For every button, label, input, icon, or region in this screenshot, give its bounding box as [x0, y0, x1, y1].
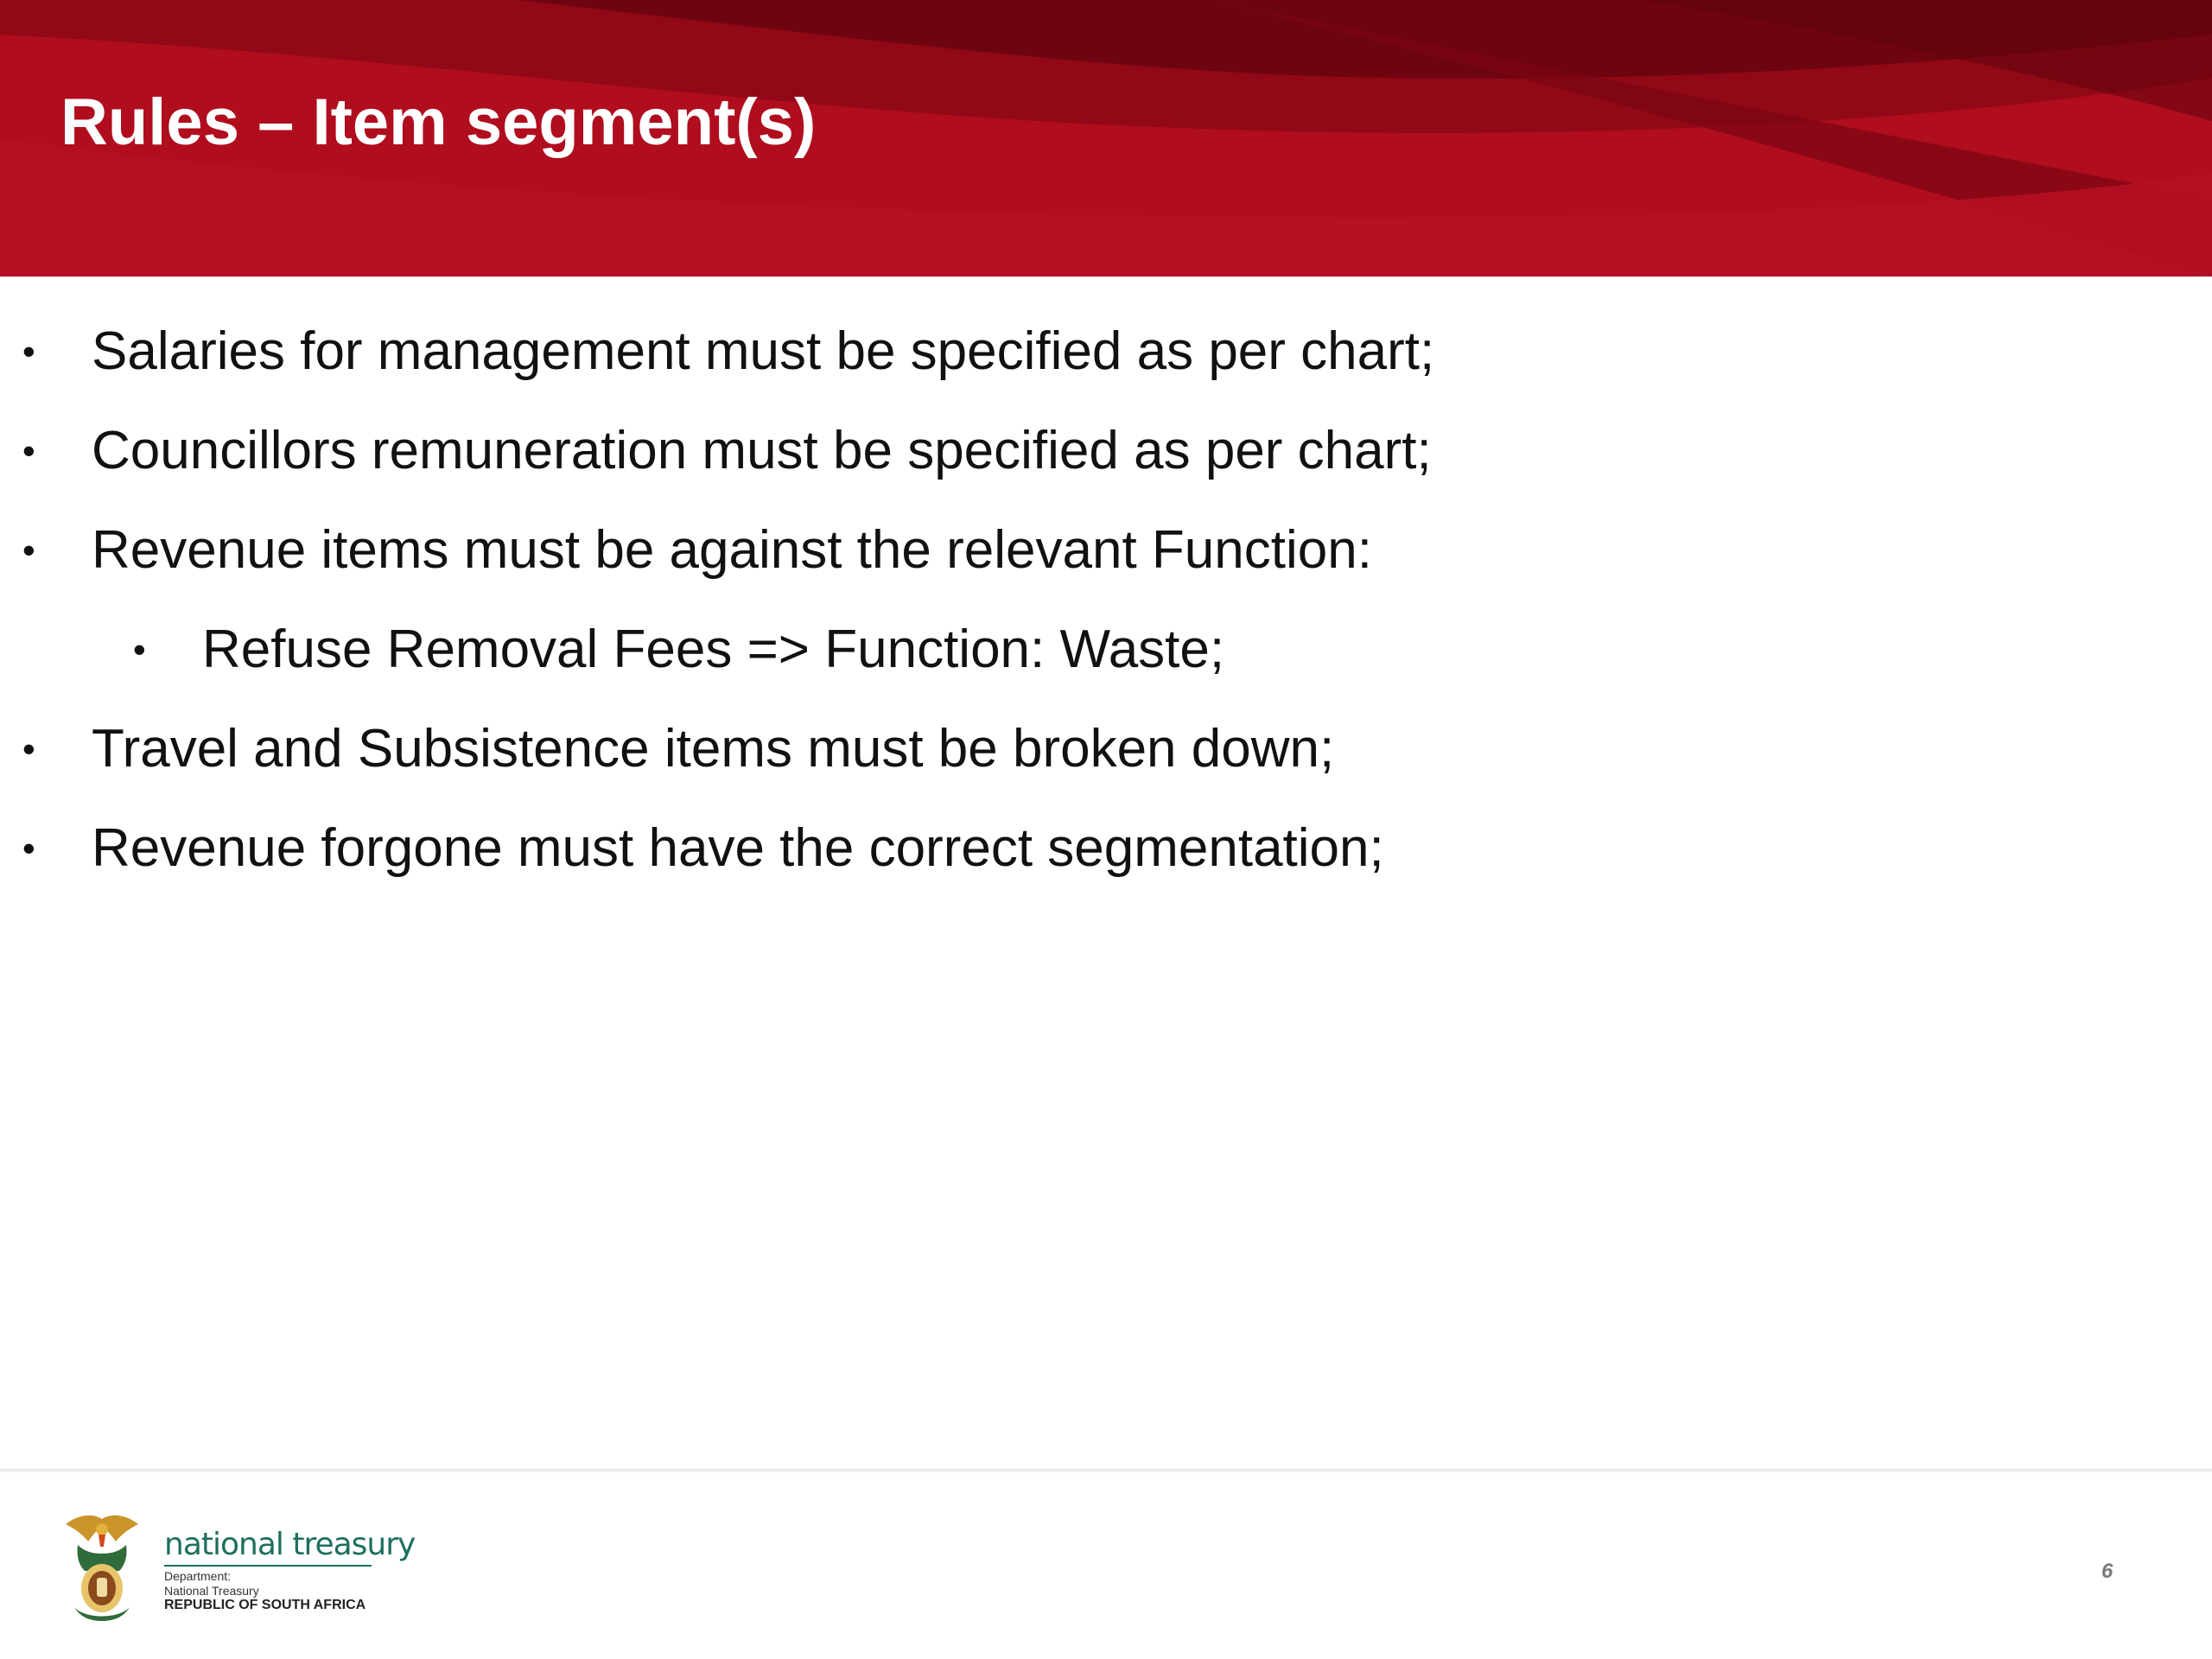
department-name: National Treasury	[164, 1584, 259, 1598]
bullet-text: Salaries for management must be specified as per chart;	[92, 321, 1435, 381]
list-item	[0, 710, 2074, 788]
bullet-dot: •	[22, 828, 35, 868]
list-item	[0, 810, 2074, 887]
page-number: 6	[2101, 1560, 2113, 1583]
department-label: Department:	[164, 1569, 232, 1583]
bullet-dot: •	[22, 530, 35, 570]
bullet-dot: •	[22, 331, 35, 372]
title-banner	[0, 0, 2212, 276]
national-treasury-logo	[59, 1512, 416, 1624]
brand-name: national treasury	[164, 1527, 416, 1562]
bullet-text: Councillors remuneration must be specified as per chart;	[92, 421, 1432, 480]
bullet-dot: •	[22, 728, 35, 769]
bullet-dot: •	[22, 430, 35, 471]
bullet-text: Refuse Removal Fees => Function: Waste;	[202, 620, 1225, 679]
footer-divider	[0, 1469, 2212, 1472]
bullet-text: Revenue forgone must have the correct segmentation;	[92, 818, 1384, 878]
bullet-text: Travel and Subsistence items must be broken down;	[92, 719, 1335, 779]
slide-title: Rules – Item segment(s)	[60, 86, 817, 159]
list-item	[0, 313, 2074, 391]
bullet-text: Revenue items must be against the relevant Function:	[92, 520, 1372, 580]
country-name: REPUBLIC OF SOUTH AFRICA	[164, 1598, 366, 1612]
sub-list-item	[0, 611, 2074, 689]
list-item	[0, 412, 2074, 490]
brand-underline	[164, 1565, 372, 1567]
coat-of-arms-icon	[59, 1512, 145, 1624]
list-item	[0, 512, 2074, 589]
bullet-dot: •	[133, 629, 146, 670]
